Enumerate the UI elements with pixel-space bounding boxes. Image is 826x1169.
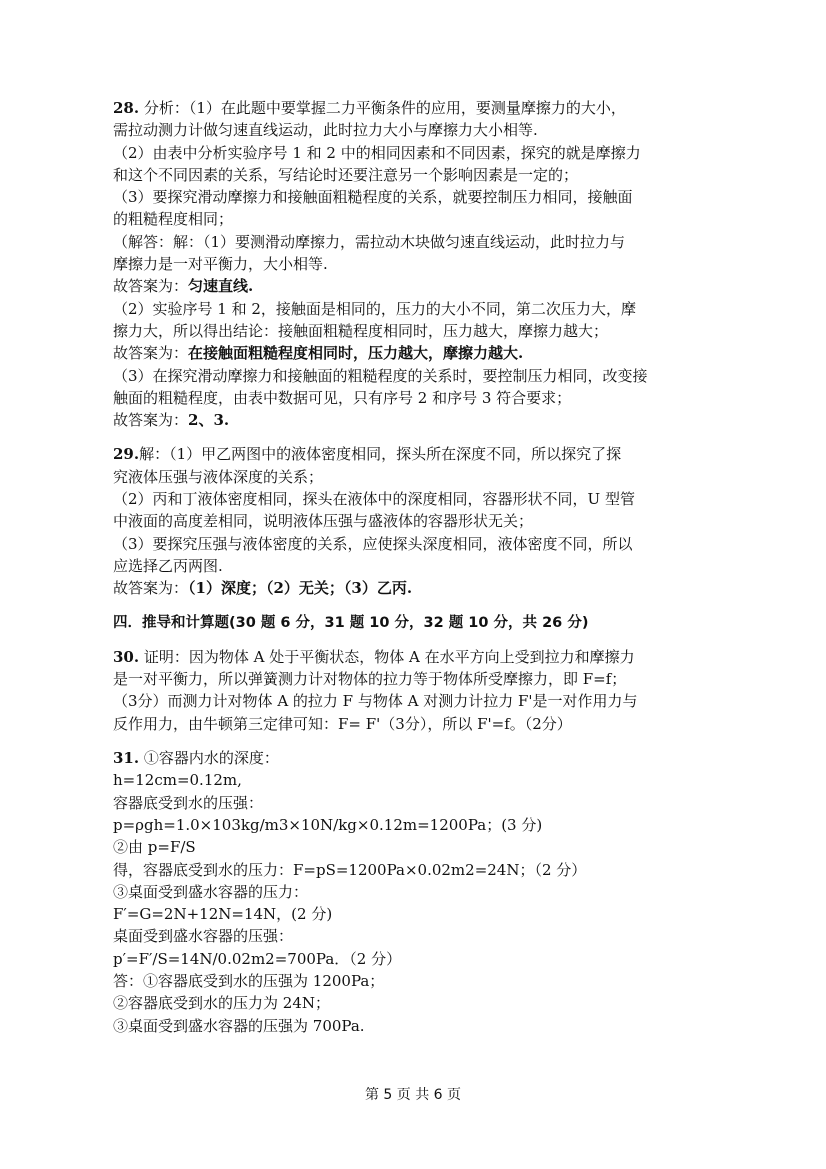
answer-line: 故答案为：2、3. [113, 411, 230, 430]
text-line: p′=F′/S=14N/0.02m2=700Pa．（2 分） [113, 949, 402, 968]
answer-line: 故答案为：（1）深度；（2）无关；（3）乙丙. [113, 579, 413, 598]
question-30 [113, 646, 713, 735]
text-line: ②容器底受到水的压力为 24N； [113, 994, 330, 1013]
text-line: 是一对平衡力，所以弹簧测力计对物体的拉力等于物体所受摩擦力，即 F=f； [113, 670, 627, 689]
question-28 [113, 97, 713, 431]
text-line: （2）实验序号 1 和 2，接触面是相同的，压力的大小不同，第二次压力大，摩 [113, 299, 636, 318]
text-line: （3）要探究压强与液体密度的关系，应使探头深度相同，液体密度不同，所以 [113, 534, 633, 553]
text-line: 答：①容器底受到水的压强为 1200Pa； [113, 971, 385, 990]
question-29 [113, 443, 713, 599]
section-heading: 四．推导和计算题(30 题 6 分，31 题 10 分，32 题 10 分，共 26 分) [113, 614, 589, 631]
answer-text: 在接触面粗糙程度相同时，压力越大，摩擦力越大 [188, 344, 519, 363]
spacer [113, 600, 713, 612]
text-line: 应选择乙丙两图. [113, 556, 223, 575]
text-line: （2）丙和丁液体密度相同，探头在液体中的深度相同，容器形状不同，U 型管 [113, 490, 635, 509]
text-line: （3）在探究滑动摩擦力和接触面的粗糙程度的关系时，要控制压力相同，改变接 [113, 366, 648, 385]
text-line: （3分）而测力计对物体 A 的拉力 F 与物体 A 对测力计拉力 F'是一对作用力与 [113, 692, 638, 711]
text-line: F′=G=2N+12N=14N，(2 分) [113, 905, 333, 924]
question-number: 31. [113, 749, 140, 768]
page-content [113, 97, 713, 1037]
text-line: 究液体压强与液体深度的关系； [113, 467, 324, 486]
text-line: 反作用力，由牛顿第三定律可知：F= F'（3分），所以 F'=f。（2分） [113, 714, 572, 733]
text-line: （2）由表中分析实验序号 1 和 2 中的相同因素和不同因素，探究的就是摩擦力 [113, 143, 641, 162]
answer-line: 故答案为：在接触面粗糙程度相同时，压力越大，摩擦力越大. [113, 344, 524, 363]
answer-line: 故答案为：匀速直线. [113, 277, 254, 296]
answer-text: 匀速直线 [188, 277, 249, 296]
spacer [113, 634, 713, 646]
text-line: ③桌面受到盛水容器的压强为 700Pa. [113, 1016, 365, 1035]
text-line: 28. 分析：（1）在此题中要掌握二力平衡条件的应用，要测量摩擦力的大小， [113, 99, 626, 117]
text-line: 摩擦力是一对平衡力，大小相等. [113, 255, 328, 274]
text-line: 桌面受到盛水容器的压强： [113, 927, 294, 946]
text-line: 触面的粗糙程度，由表中数据可见，只有序号 2 和序号 3 符合要求； [113, 388, 572, 407]
text-line: 容器底受到水的压强： [113, 793, 264, 812]
page-footer: 第 5 页 共 6 页 [364, 1087, 462, 1103]
question-number: 28. [113, 99, 140, 117]
text-line: 和这个不同因素的关系，写结论时还要注意另一个影响因素是一定的； [113, 165, 579, 184]
text-line: ③桌面受到盛水容器的压力： [113, 882, 309, 901]
text-line: 30. 证明：因为物体 A 处于平衡状态，物体 A 在水平方向上受到拉力和摩擦力 [113, 647, 635, 666]
text-line: （3）要探究滑动摩擦力和接触面粗糙程度的关系，就要控制压力相同，接触面 [113, 188, 633, 207]
answer-text: （1）深度；（2）无关；（3）乙丙 [188, 579, 407, 598]
text-line: 31. ①容器内水的深度： [113, 749, 279, 768]
text-line: h=12cm=0.12m, [113, 771, 242, 790]
text-line: （解答：解：（1）要测滑动摩擦力，需拉动木块做匀速直线运动，此时拉力与 [113, 232, 626, 251]
text-line: 擦力大，所以得出结论：接触面粗糙程度相同时，压力越大，摩擦力越大； [113, 321, 609, 340]
text-line: 中液面的高度差相同，说明液体压强与盛液体的容器形状无关； [113, 512, 534, 531]
text-line: 的粗糙程度相同； [113, 210, 234, 229]
spacer [113, 431, 713, 443]
text-line: 得，容器底受到水的压力：F=pS=1200Pa×0.02m2=24N；（2 分） [113, 860, 587, 879]
answer-text: 2、3 [188, 411, 224, 430]
question-number: 30. [113, 647, 140, 666]
text-line: ②由 p=F/S [113, 838, 196, 857]
question-number: 29. [113, 445, 140, 464]
text-line: 需拉动测力计做匀速直线运动，此时拉力大小与摩擦力大小相等. [113, 121, 538, 140]
question-31 [113, 747, 713, 1037]
text-line: p=ρgh=1.0×103kg/m3×10N/kg×0.12m=1200Pa；(3 分) [113, 815, 543, 834]
text-line: 29.解：（1）甲乙两图中的液体密度相同，探头所在深度不同，所以探究了探 [113, 445, 622, 464]
spacer [113, 735, 713, 747]
